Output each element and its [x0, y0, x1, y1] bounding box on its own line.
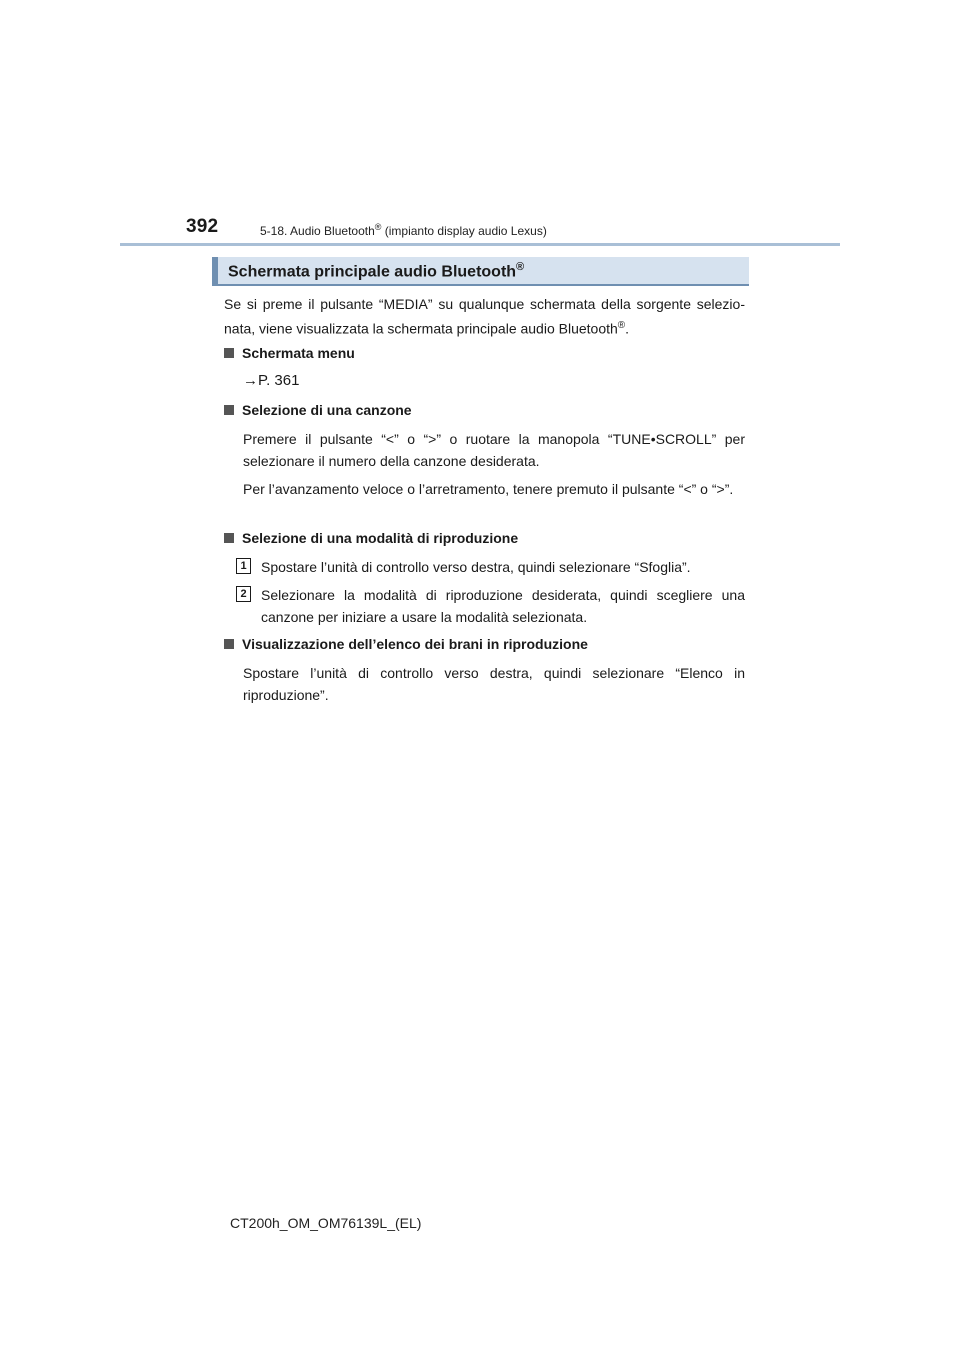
registered-mark: ® [374, 222, 382, 232]
page-reference-link[interactable]: →P. 361 [243, 372, 300, 389]
step-1-badge: 1 [236, 558, 251, 574]
step-2-text: Selezionare la modalità di riproduzione desiderata, quindi scegliere una canzone per iniziare a usare la modalità selezionata. [261, 587, 745, 625]
subhead-playlist-text: Visualizzazione dell’elenco dei brani in riproduzione [242, 636, 588, 652]
subhead-menu-text: Schermata menu [242, 345, 355, 361]
square-bullet-icon [224, 639, 234, 649]
subhead-mode [224, 530, 518, 546]
header-rule [120, 243, 840, 246]
section-title [228, 261, 524, 281]
running-head [260, 222, 547, 238]
registered-mark: ® [617, 320, 626, 331]
running-head-text: 5-18. Audio Bluetooth [260, 224, 375, 238]
subhead-song-text: Selezione di una canzone [242, 402, 412, 418]
subhead-menu [224, 345, 355, 361]
subhead-playlist [224, 636, 588, 652]
song-paragraph-1: Premere il pulsante “<” o “>” o ruotare la manopola “TUNE•SCROLL” per selezionare il numero della canzone desiderata. [243, 431, 745, 469]
intro-text: Se si preme il pulsante “MEDIA” su qualunque schermata della sorgente selezio-nata, viene visualizzata la schermata principale audio Bluetooth [224, 296, 745, 337]
subhead-mode-text: Selezione di una modalità di riproduzione [242, 530, 519, 546]
step-2-badge: 2 [236, 586, 251, 602]
intro-end: . [625, 320, 630, 337]
footer-code: CT200h_OM_OM76139L_(EL) [230, 1215, 422, 1231]
running-head-suffix: (impianto display audio Lexus) [381, 224, 547, 238]
registered-mark: ® [516, 261, 525, 273]
square-bullet-icon [224, 533, 234, 543]
page-number: 392 [186, 216, 219, 237]
playlist-paragraph: Spostare l’unità di controllo verso destra, quindi selezionare “Elenco in riproduzione”. [243, 665, 745, 703]
subhead-song [224, 402, 412, 418]
intro-paragraph [224, 293, 745, 340]
section-title-bar [212, 257, 749, 286]
step-1-text: Spostare l’unità di controllo verso destra, quindi selezionare “Sfoglia”. [261, 559, 691, 575]
song-paragraph-2: Per l’avanzamento veloce o l’arretramento, tenere premuto il pulsante “<” o “>”. [243, 481, 734, 497]
section-title-text: Schermata principale audio Bluetooth [228, 263, 517, 281]
square-bullet-icon [224, 405, 234, 415]
square-bullet-icon [224, 348, 234, 358]
